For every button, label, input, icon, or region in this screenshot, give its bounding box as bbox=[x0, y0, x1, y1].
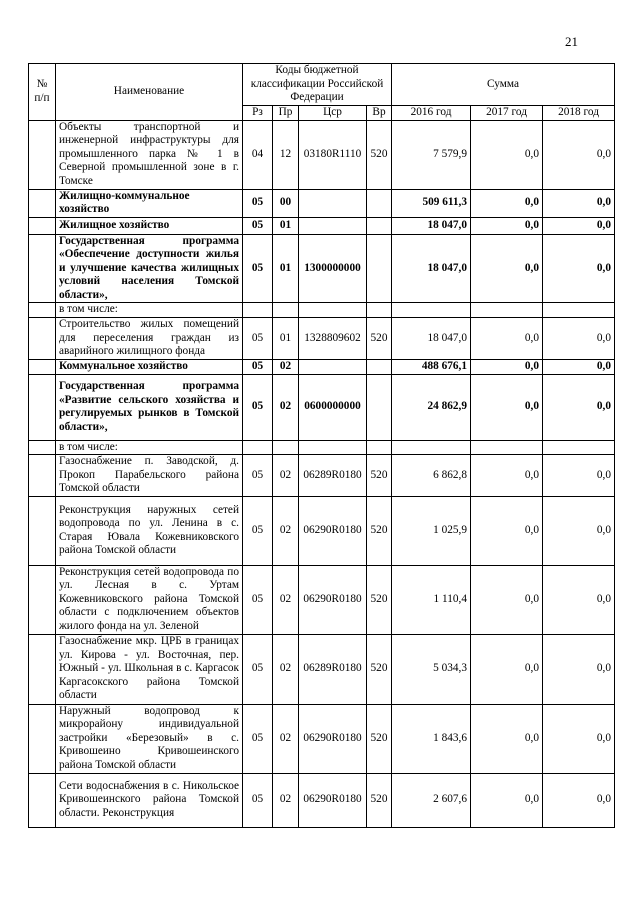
table-row bbox=[29, 189, 615, 217]
row-csr: 06290R0180 bbox=[299, 704, 367, 773]
row-name: Государственная программа «Обеспечение доступности жилья и улучшение качества жилищных условий населения Томской области», bbox=[56, 234, 243, 303]
row-vr: 520 bbox=[367, 704, 392, 773]
row-sum-2016: 2 607,6 bbox=[392, 773, 471, 827]
row-sum-2017: 0,0 bbox=[471, 318, 543, 360]
row-pr: 00 bbox=[273, 189, 299, 217]
header-name: Наименование bbox=[56, 64, 243, 121]
row-name: Реконструкция сетей водопровода по ул. Лесная в с. Уртам Кожевниковского района Томской области с подключением объектов жилого фонда на ул. Зеленой bbox=[56, 565, 243, 634]
row-rz: 04 bbox=[243, 120, 273, 189]
row-sum-2018: 0,0 bbox=[543, 189, 615, 217]
row-num bbox=[29, 189, 56, 217]
row-sum-2016: 18 047,0 bbox=[392, 217, 471, 234]
table-row bbox=[29, 565, 615, 634]
row-num bbox=[29, 773, 56, 827]
row-num bbox=[29, 374, 56, 440]
row-sum-2017: 0,0 bbox=[471, 773, 543, 827]
row-name: Реконструкция наружных сетей водопровода по ул. Ленина в с. Старая Ювала Кожевниковского района Томской области bbox=[56, 496, 243, 565]
row-rz: 05 bbox=[243, 318, 273, 360]
row-pr: 02 bbox=[273, 704, 299, 773]
table-row bbox=[29, 234, 615, 303]
row-vr bbox=[367, 189, 392, 217]
row-sum-2017: 0,0 bbox=[471, 217, 543, 234]
row-pr: 01 bbox=[273, 217, 299, 234]
row-sum-2016: 6 862,8 bbox=[392, 455, 471, 497]
table-row bbox=[29, 374, 615, 440]
row-csr bbox=[299, 440, 367, 455]
row-pr: 02 bbox=[273, 496, 299, 565]
row-sum-2016: 5 034,3 bbox=[392, 634, 471, 704]
row-sum-2018 bbox=[543, 303, 615, 318]
row-sum-2016: 488 676,1 bbox=[392, 359, 471, 374]
row-name: Объекты транспортной и инженерной инфраструктуры для промышленного парка № 1 в Северной промышленной зоне в г. Томске bbox=[56, 120, 243, 189]
row-sum-2016: 7 579,9 bbox=[392, 120, 471, 189]
row-sum-2017: 0,0 bbox=[471, 234, 543, 303]
header-codes: Коды бюджетной классификации Российской Федерации bbox=[243, 64, 392, 106]
row-sum-2017: 0,0 bbox=[471, 359, 543, 374]
row-sum-2017 bbox=[471, 303, 543, 318]
header-rz: Рз bbox=[243, 106, 273, 121]
row-sum-2016 bbox=[392, 303, 471, 318]
header-2016: 2016 год bbox=[392, 106, 471, 121]
header-csr: Цср bbox=[299, 106, 367, 121]
row-num bbox=[29, 455, 56, 497]
row-rz: 05 bbox=[243, 189, 273, 217]
row-rz: 05 bbox=[243, 496, 273, 565]
table-row bbox=[29, 455, 615, 497]
table-row bbox=[29, 217, 615, 234]
row-rz bbox=[243, 303, 273, 318]
row-num bbox=[29, 565, 56, 634]
row-sum-2018: 0,0 bbox=[543, 773, 615, 827]
row-sum-2018: 0,0 bbox=[543, 120, 615, 189]
row-name: Коммунальное хозяйство bbox=[56, 359, 243, 374]
row-vr: 520 bbox=[367, 565, 392, 634]
row-name: в том числе: bbox=[56, 440, 243, 455]
row-rz: 05 bbox=[243, 634, 273, 704]
row-num bbox=[29, 359, 56, 374]
row-sum-2016: 24 862,9 bbox=[392, 374, 471, 440]
row-pr: 12 bbox=[273, 120, 299, 189]
row-num bbox=[29, 120, 56, 189]
row-csr: 06290R0180 bbox=[299, 496, 367, 565]
row-num bbox=[29, 234, 56, 303]
row-pr: 01 bbox=[273, 318, 299, 360]
page-number: 21 bbox=[565, 34, 578, 49]
row-num bbox=[29, 440, 56, 455]
row-sum-2017: 0,0 bbox=[471, 374, 543, 440]
row-name: Газоснабжение п. Заводской, д. Прокоп Парабельского района Томской области bbox=[56, 455, 243, 497]
row-pr: 02 bbox=[273, 565, 299, 634]
row-csr bbox=[299, 189, 367, 217]
row-vr bbox=[367, 440, 392, 455]
row-csr: 0600000000 bbox=[299, 374, 367, 440]
row-pr: 02 bbox=[273, 773, 299, 827]
row-name: Государственная программа «Развитие сельского хозяйства и регулируемых рынков в Томской области», bbox=[56, 374, 243, 440]
row-csr bbox=[299, 359, 367, 374]
row-vr bbox=[367, 234, 392, 303]
row-vr: 520 bbox=[367, 634, 392, 704]
row-name: Жилищно-коммунальное хозяйство bbox=[56, 189, 243, 217]
row-rz: 05 bbox=[243, 359, 273, 374]
row-csr bbox=[299, 303, 367, 318]
row-csr: 06289R0180 bbox=[299, 634, 367, 704]
row-name: Наружный водопровод к микрорайону индивидуальной застройки «Березовый» в с. Кривошеино Кривошеинского района Томской области bbox=[56, 704, 243, 773]
row-sum-2017: 0,0 bbox=[471, 455, 543, 497]
row-name: Газоснабжение мкр. ЦРБ в границах ул. Кирова - ул. Восточная, пер. Южный - ул. Школьная в с. Каргасок Каргасокского района Томской области bbox=[56, 634, 243, 704]
row-pr bbox=[273, 303, 299, 318]
row-sum-2018: 0,0 bbox=[543, 634, 615, 704]
row-name: Сети водоснабжения в с. Никольское Кривошеинского района Томской области. Реконструкция bbox=[56, 773, 243, 827]
row-pr: 02 bbox=[273, 374, 299, 440]
table-row bbox=[29, 773, 615, 827]
row-sum-2017: 0,0 bbox=[471, 120, 543, 189]
row-csr: 03180R1110 bbox=[299, 120, 367, 189]
row-vr bbox=[367, 359, 392, 374]
row-sum-2018: 0,0 bbox=[543, 565, 615, 634]
table-row bbox=[29, 634, 615, 704]
row-pr: 02 bbox=[273, 359, 299, 374]
row-sum-2016: 509 611,3 bbox=[392, 189, 471, 217]
row-sum-2017: 0,0 bbox=[471, 189, 543, 217]
row-num bbox=[29, 704, 56, 773]
table-row bbox=[29, 318, 615, 360]
row-sum-2018: 0,0 bbox=[543, 455, 615, 497]
row-rz: 05 bbox=[243, 217, 273, 234]
row-rz: 05 bbox=[243, 773, 273, 827]
row-csr: 06290R0180 bbox=[299, 565, 367, 634]
table-row bbox=[29, 440, 615, 455]
row-csr: 06290R0180 bbox=[299, 773, 367, 827]
row-csr bbox=[299, 217, 367, 234]
row-rz bbox=[243, 440, 273, 455]
row-vr: 520 bbox=[367, 455, 392, 497]
row-sum-2016: 1 025,9 bbox=[392, 496, 471, 565]
row-pr: 01 bbox=[273, 234, 299, 303]
row-name: Строительство жилых помещений для переселения граждан из аварийного жилищного фонда bbox=[56, 318, 243, 360]
row-pr bbox=[273, 440, 299, 455]
row-sum-2017: 0,0 bbox=[471, 634, 543, 704]
row-csr: 1328809602 bbox=[299, 318, 367, 360]
header-2018: 2018 год bbox=[543, 106, 615, 121]
row-csr: 1300000000 bbox=[299, 234, 367, 303]
row-sum-2016: 18 047,0 bbox=[392, 318, 471, 360]
row-sum-2017 bbox=[471, 440, 543, 455]
row-sum-2018: 0,0 bbox=[543, 318, 615, 360]
row-num bbox=[29, 217, 56, 234]
row-sum-2016: 1 843,6 bbox=[392, 704, 471, 773]
row-sum-2017: 0,0 bbox=[471, 496, 543, 565]
row-num bbox=[29, 634, 56, 704]
table-row bbox=[29, 120, 615, 189]
row-rz: 05 bbox=[243, 455, 273, 497]
header-2017: 2017 год bbox=[471, 106, 543, 121]
row-vr bbox=[367, 303, 392, 318]
row-sum-2018: 0,0 bbox=[543, 359, 615, 374]
table-row bbox=[29, 303, 615, 318]
row-vr: 520 bbox=[367, 496, 392, 565]
row-sum-2018: 0,0 bbox=[543, 704, 615, 773]
row-csr: 06289R0180 bbox=[299, 455, 367, 497]
row-sum-2018: 0,0 bbox=[543, 374, 615, 440]
row-vr: 520 bbox=[367, 318, 392, 360]
row-num bbox=[29, 303, 56, 318]
row-pr: 02 bbox=[273, 634, 299, 704]
row-vr bbox=[367, 374, 392, 440]
row-sum-2018: 0,0 bbox=[543, 496, 615, 565]
row-vr: 520 bbox=[367, 120, 392, 189]
row-name: в том числе: bbox=[56, 303, 243, 318]
header-vr: Вр bbox=[367, 106, 392, 121]
table-row bbox=[29, 704, 615, 773]
header-sum: Сумма bbox=[392, 64, 615, 106]
row-vr bbox=[367, 217, 392, 234]
row-num bbox=[29, 496, 56, 565]
row-sum-2018: 0,0 bbox=[543, 217, 615, 234]
row-sum-2016 bbox=[392, 440, 471, 455]
row-sum-2017: 0,0 bbox=[471, 565, 543, 634]
header-pr: Пр bbox=[273, 106, 299, 121]
row-rz: 05 bbox=[243, 704, 273, 773]
budget-table bbox=[28, 63, 615, 828]
row-vr: 520 bbox=[367, 773, 392, 827]
row-sum-2017: 0,0 bbox=[471, 704, 543, 773]
row-sum-2018 bbox=[543, 440, 615, 455]
row-sum-2016: 1 110,4 bbox=[392, 565, 471, 634]
row-rz: 05 bbox=[243, 565, 273, 634]
table-row bbox=[29, 496, 615, 565]
header-num: № п/п bbox=[29, 64, 56, 121]
row-rz: 05 bbox=[243, 234, 273, 303]
row-sum-2016: 18 047,0 bbox=[392, 234, 471, 303]
row-rz: 05 bbox=[243, 374, 273, 440]
row-name: Жилищное хозяйство bbox=[56, 217, 243, 234]
row-num bbox=[29, 318, 56, 360]
table-row bbox=[29, 359, 615, 374]
row-sum-2018: 0,0 bbox=[543, 234, 615, 303]
row-pr: 02 bbox=[273, 455, 299, 497]
